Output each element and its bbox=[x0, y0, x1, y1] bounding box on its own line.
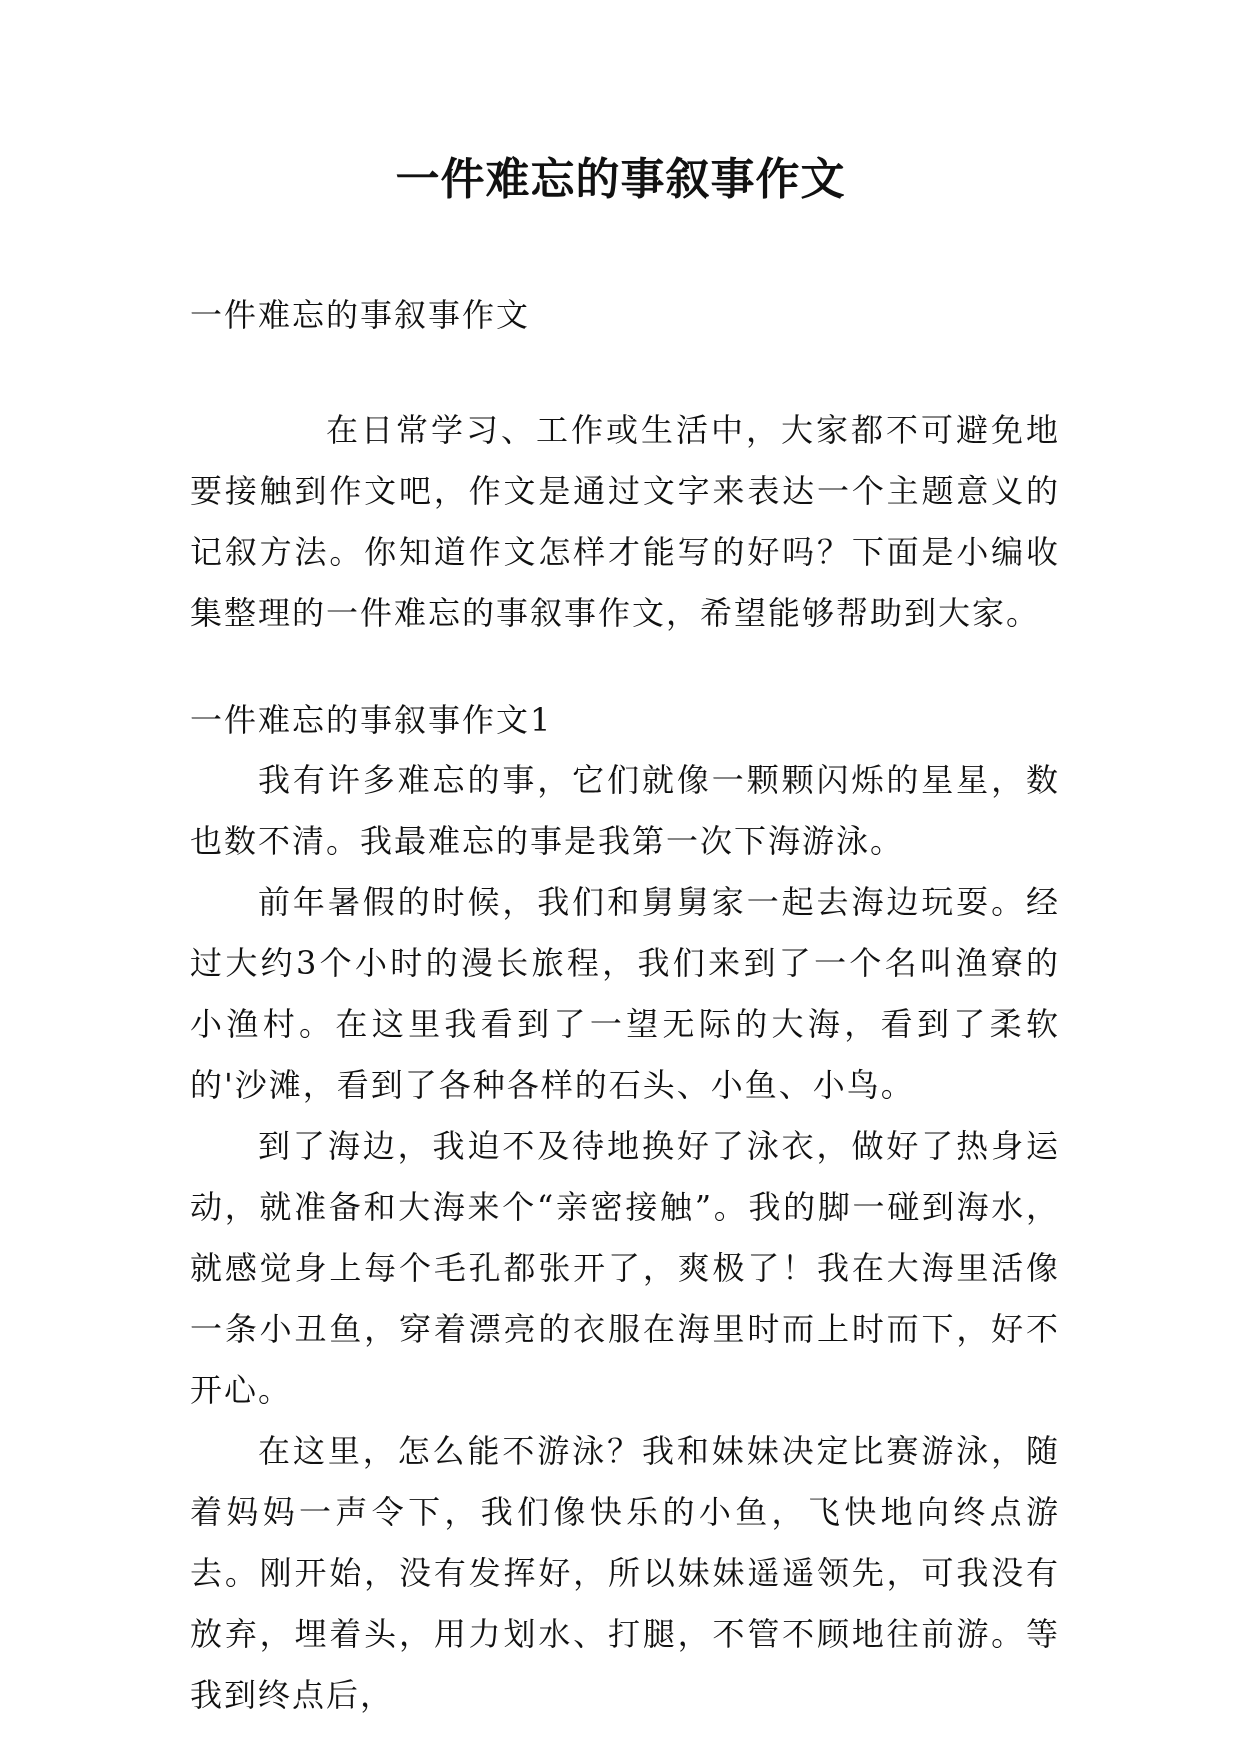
document-subtitle: 一件难忘的事叙事作文 bbox=[190, 296, 531, 334]
essay-paragraph-1: 我有许多难忘的事，它们就像一颗颗闪烁的星星，数也数不清。我最难忘的事是我第一次下海游泳。 bbox=[190, 761, 1060, 860]
document-title: 一件难忘的事叙事作文 bbox=[395, 154, 846, 205]
essay-paragraph-3: 到了海边，我迫不及待地换好了泳衣，做好了热身运动，就准备和大海来个“亲密接触”。我的脚一碰到海水，就感觉身上每个毛孔都张开了，爽极了！我在大海里活像一条小丑鱼，穿着漂亮的衣服在海里时而上时而下，好不开心。 bbox=[190, 1127, 1060, 1409]
essay-paragraph-2: 前年暑假的时候，我们和舅舅家一起去海边玩耍。经过大约3个小时的漫长旅程，我们来到了一个名叫渔寮的小渔村。在这里我看到了一望无际的大海，看到了柔软的'沙滩，看到了各种各样的石头、小鱼、小鸟。 bbox=[190, 883, 1060, 1104]
section-heading: 一件难忘的事叙事作文1 bbox=[190, 701, 553, 739]
essay-paragraph-4: 在这里，怎么能不游泳？我和妹妹决定比赛游泳，随着妈妈一声令下，我们像快乐的小鱼，飞快地向终点游去。刚开始，没有发挥好，所以妹妹遥遥领先，可我没有放弃，埋着头，用力划水、打腿，不管不顾地往前游。等我到终点后， bbox=[190, 1432, 1060, 1714]
essay-body bbox=[190, 750, 1060, 1726]
intro-paragraph: 在日常学习、工作或生活中，大家都不可避免地要接触到作文吧，作文是通过文字来表达一个主题意义的记叙方法。你知道作文怎样才能写的好吗？下面是小编收集整理的一件难忘的事叙事作文，希望能够帮助到大家。 bbox=[190, 411, 1060, 632]
